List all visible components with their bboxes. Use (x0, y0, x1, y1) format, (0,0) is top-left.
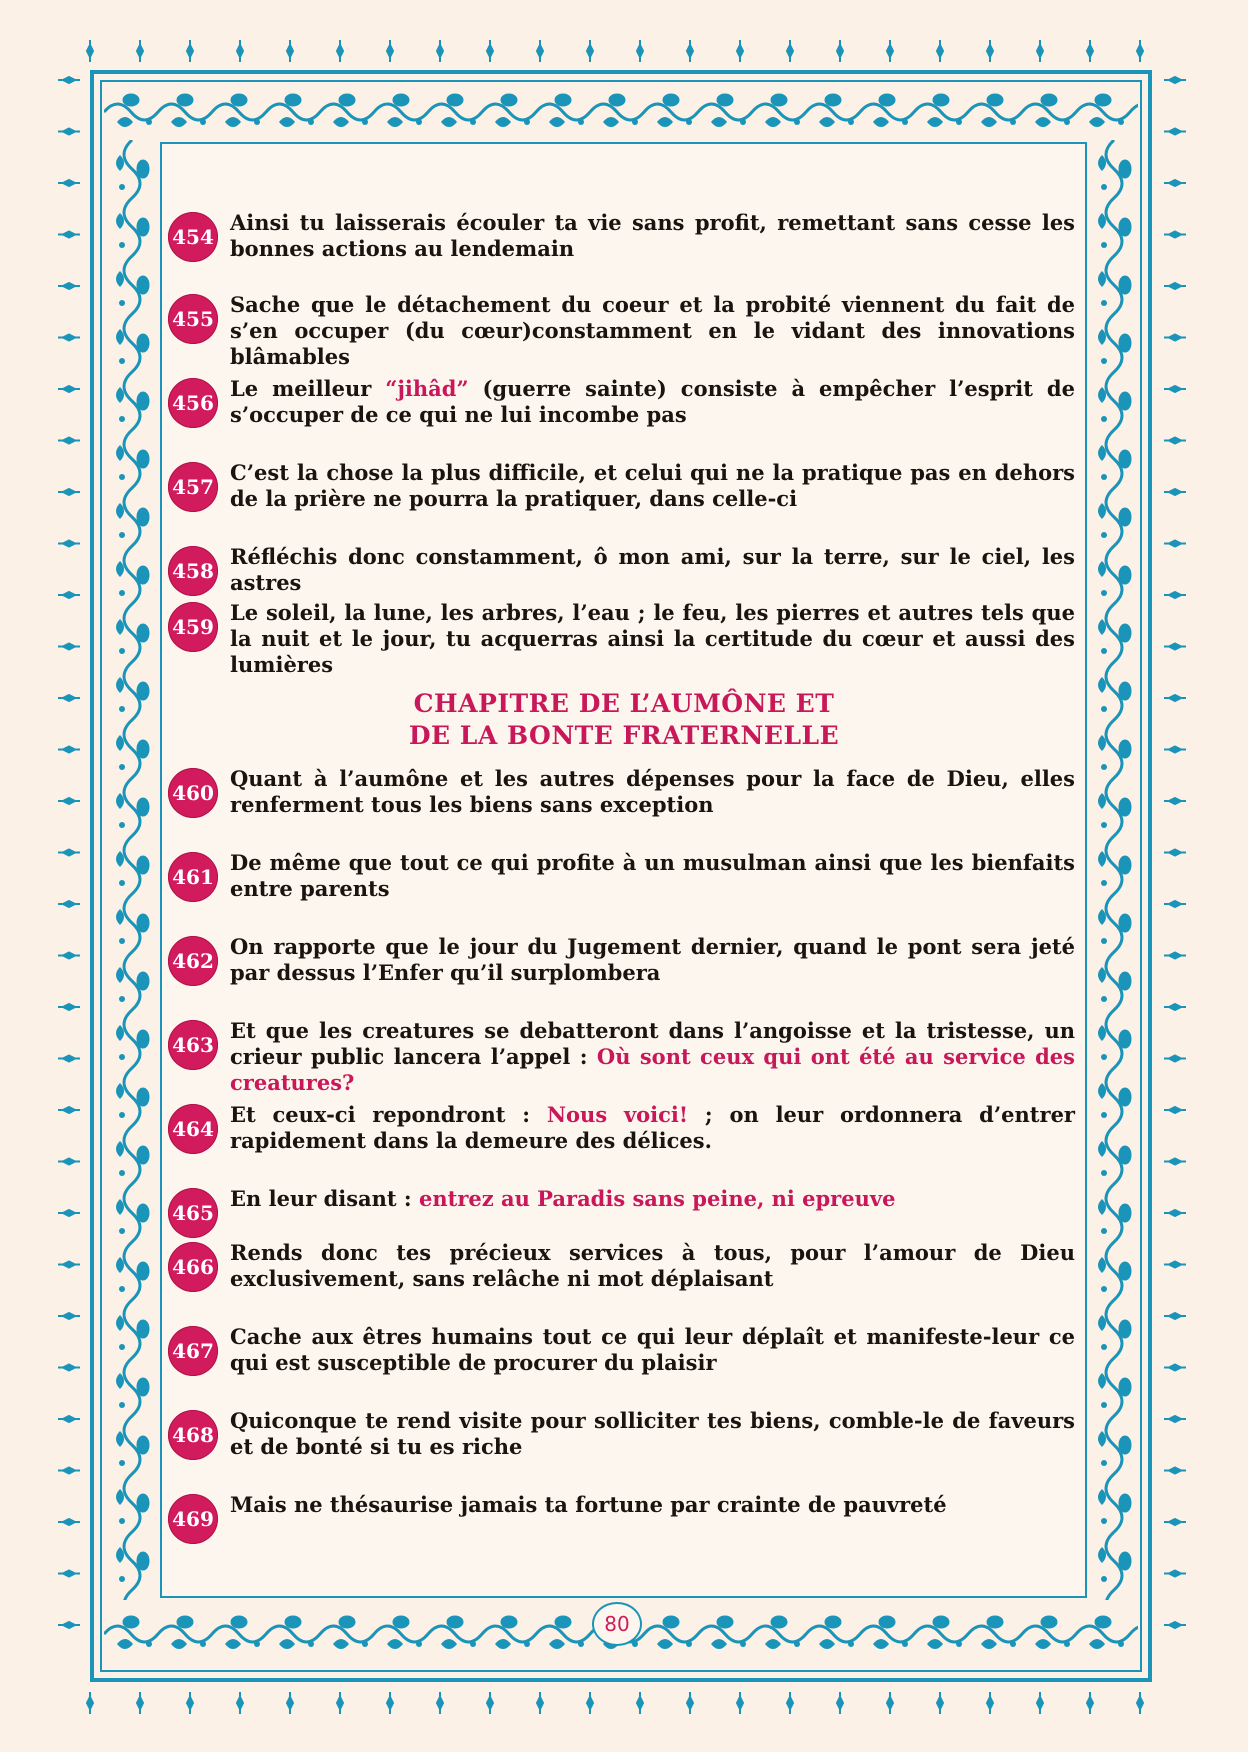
verse-number-badge: 460 (168, 768, 218, 818)
verse-number-badge: 458 (168, 546, 218, 596)
highlighted-call: Où sont ceux qui ont été au service des creatures? (230, 1044, 1075, 1095)
verse-text: Et ceux-ci repondront : Nous voici! ; on leur ordonnera d’entrer rapidement dans la demeure des délices. (230, 1102, 1075, 1153)
verse-text: Le soleil, la lune, les arbres, l’eau ; le feu, les pierres et autres tels que la nuit et le jour, tu acquerras ainsi la certitude du cœur et aussi des lumières (230, 600, 1075, 677)
verse-number-badge: 465 (168, 1188, 218, 1238)
page-number: 80 (604, 1612, 630, 1636)
top-tick-row (70, 36, 1180, 66)
verse-number-badge: 464 (168, 1104, 218, 1154)
verse-number-badge: 469 (168, 1494, 218, 1544)
verse-number-badge: 466 (168, 1242, 218, 1292)
left-tick-column (54, 60, 84, 1660)
verse-number-badge: 467 (168, 1326, 218, 1376)
chapter-title-line-2: DE LA BONTE FRATERNELLE (408, 721, 840, 750)
verse-text: Mais ne thésaurise jamais ta fortune par crainte de pauvreté (230, 1492, 947, 1517)
right-tick-column (1160, 60, 1190, 1660)
verse-text: C’est la chose la plus difficile, et celui qui ne la pratique pas en dehors de la prière ne pourra la pratiquer, dans celle-ci (230, 460, 1075, 511)
verse-number-badge: 463 (168, 1020, 218, 1070)
highlighted-answer: Nous voici! (546, 1102, 689, 1127)
left-vine-ornament (104, 140, 160, 1600)
verse-text: En leur disant : entrez au Paradis sans peine, ni epreuve (230, 1186, 896, 1211)
verse-number-badge: 455 (168, 294, 218, 344)
verse-text: Le meilleur “jihâd” (guerre sainte) consiste à empêcher l’esprit de s’occuper de ce qui ne lui incombe pas (230, 376, 1075, 427)
highlighted-phrase: entrez au Paradis sans peine, ni epreuve (419, 1186, 896, 1211)
verse-number-badge: 454 (168, 212, 218, 262)
bottom-tick-row (70, 1688, 1180, 1718)
verse-number-badge: 457 (168, 462, 218, 512)
verse-number-badge: 459 (168, 602, 218, 652)
verse-text: Réfléchis donc constamment, ô mon ami, sur la terre, sur le ciel, les astres (230, 544, 1075, 595)
verse-text: On rapporte que le jour du Jugement dernier, quand le pont sera jeté par dessus l’Enfer qu’il surplombera (230, 934, 1075, 985)
verse-number-badge: 462 (168, 936, 218, 986)
chapter-title-line-1: CHAPITRE DE L’AUMÔNE ET (413, 689, 835, 718)
verse-text: Ainsi tu laisserais écouler ta vie sans profit, remettant sans cesse les bonnes actions au lendemain (230, 210, 1075, 261)
verse-number-badge: 456 (168, 378, 218, 428)
verse-number-badge: 461 (168, 852, 218, 902)
highlighted-term: “jihâd” (385, 376, 469, 401)
top-vine-ornament (104, 84, 1138, 140)
page-number-medallion (592, 1602, 642, 1646)
verse-text: Cache aux êtres humains tout ce qui leur déplaît et manifeste-leur ce qui est susceptible de procurer du plaisir (230, 1324, 1075, 1375)
verse-text: Quiconque te rend visite pour solliciter tes biens, comble-le de faveurs et de bonté si tu es riche (230, 1408, 1075, 1459)
verse-number-badge: 468 (168, 1410, 218, 1460)
verse-text: Sache que le détachement du coeur et la probité viennent du fait de s’en occuper (du cœur)constamment en le vidant des innovations blâmables (230, 292, 1075, 369)
verse-text: Quant à l’aumône et les autres dépenses pour la face de Dieu, elles renferment tous les biens sans exception (230, 766, 1075, 817)
verse-text: De même que tout ce qui profite à un musulman ainsi que les bienfaits entre parents (230, 850, 1075, 901)
verse-text: Et que les creatures se debatteront dans l’angoisse et la tristesse, un crieur public lancera l’appel : Où sont ceux qui ont été au service des creatures? (230, 1018, 1075, 1095)
right-vine-ornament (1087, 140, 1141, 1600)
verse-text: Rends donc tes précieux services à tous, pour l’amour de Dieu exclusivement, sans relâche ni mot déplaisant (230, 1240, 1075, 1291)
